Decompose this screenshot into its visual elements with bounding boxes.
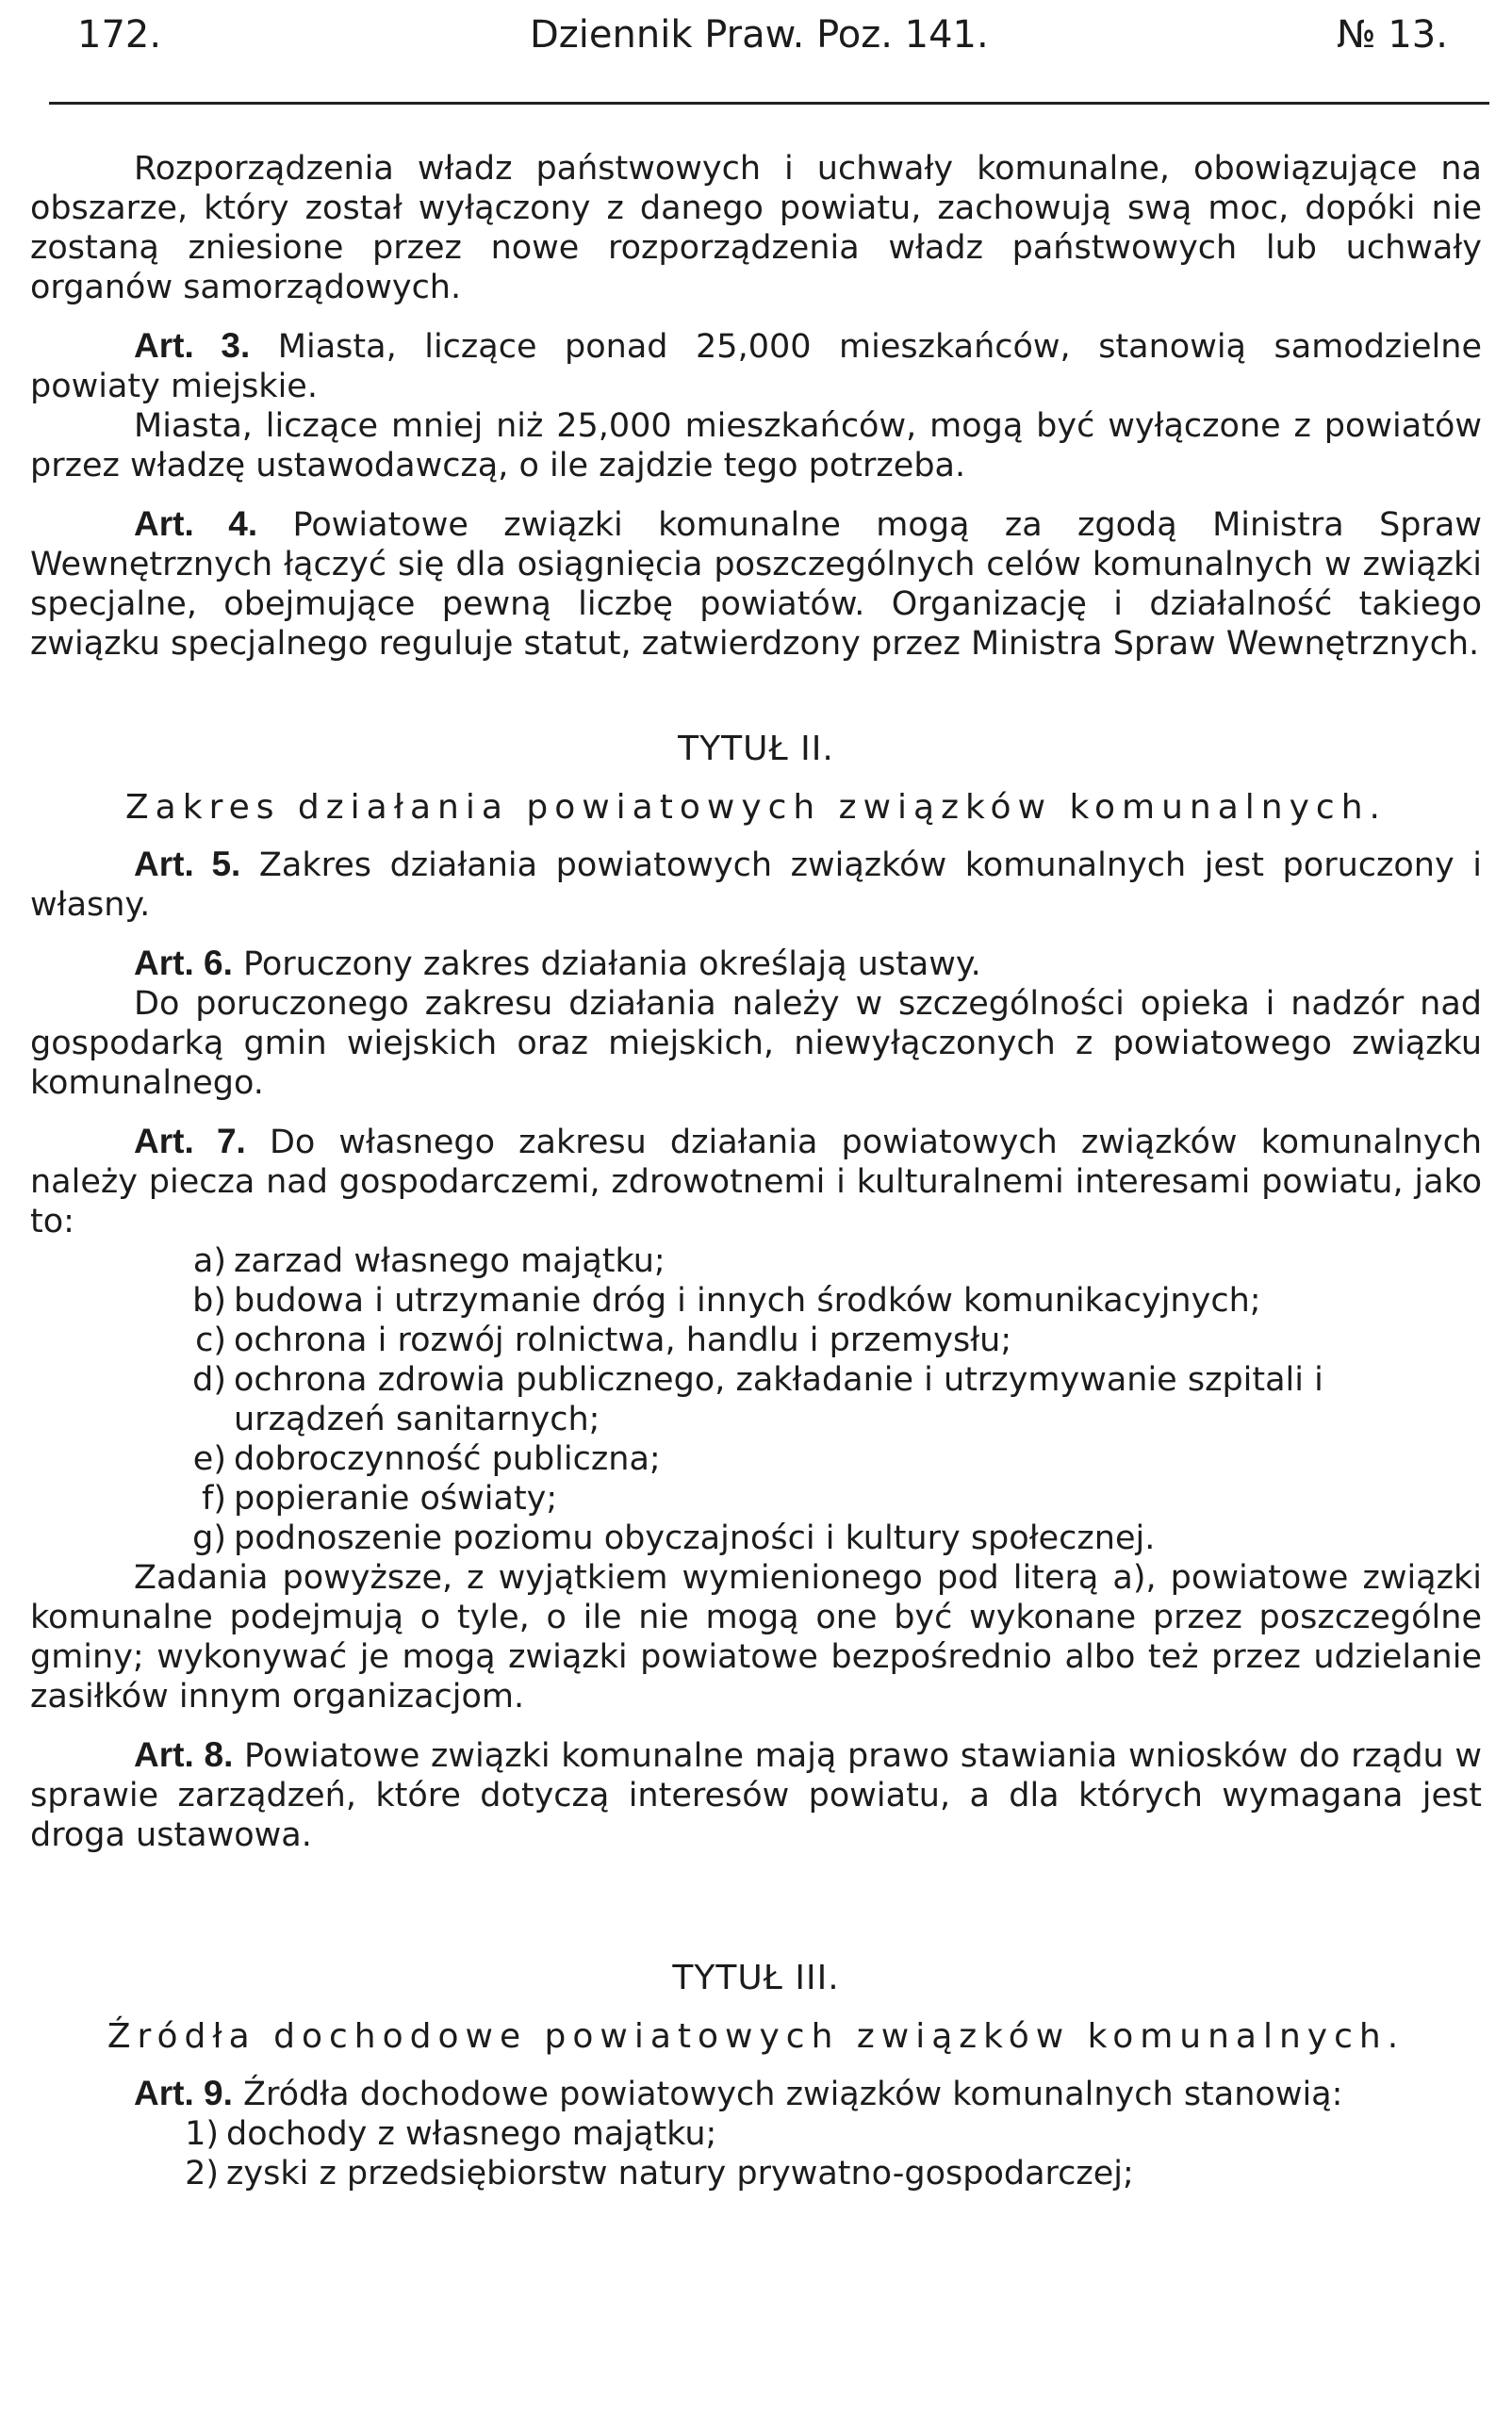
list-item-letter: c) [195,1322,226,1359]
list-item-text: podnoszenie poziomu obyczajności i kultury społecznej. [234,1519,1156,1557]
list-item-text: ochrona zdrowia publicznego, zakładanie i utrzymywanie szpitali i urządzeń sanitarnych; [234,1361,1323,1438]
article-7-label: Art. 7. [134,1122,246,1160]
list-item-letter: f) [202,1480,226,1518]
issue-number: № 13. [1337,13,1448,57]
list-item [30,1360,1482,1439]
title-2-heading: TYTUŁ II. [678,730,834,768]
header-rule [49,102,1489,105]
article-9 [30,2074,1482,2114]
list-item-letter: d) [192,1361,226,1399]
article-7-closing: Zadania powyższe, z wyjątkiem wymienionego pod literą a), powiatowe związki komunalne podejmują o tyle, o ile nie mogą one być wykonane przez poszczególne gminy; wykonywać je mogą związki powiatowe bezpośrednio albo też przez udzielanie zasiłków innym organizacjom. [30,1559,1482,1716]
article-6-paragraph-2: Do poruczonego zakresu działania należy w szczególności opieka i nadzór nad gospodarką gmin wiejskich oraz miejskich, niewyłączonych z powiatowego związku komunalnego. [30,985,1482,1102]
title-3-heading: TYTUŁ III. [672,1959,840,1997]
article-8 [30,1735,1482,1855]
list-item-text: zarzad własnego majątku; [234,1242,666,1280]
list-item-number: 1) [185,2115,219,2153]
list-item [30,2154,1482,2193]
list-item [30,1241,1482,1281]
list-item-letter: g) [192,1519,226,1557]
article-4-text: Powiatowe związki komunalne mogą za zgodą Ministra Spraw Wewnętrznych łączyć się dla osiągnięcia poszczególnych celów komunalnych w związki specjalne, obejmujące pewną liczbę powiatów. Organizację i działalność takiego związku specjalnego reguluje statut, zatwierdzony przez Ministra Spraw Wewnętrznych. [30,506,1482,663]
list-item [30,1439,1482,1479]
document-body [30,149,1482,2193]
article-3-paragraph-2: Miasta, liczące mniej niż 25,000 mieszkańców, mogą być wyłączone z powiatów przez władzę ustawodawczą, o ile zajdzie tego potrzeba. [30,407,1482,484]
intro-paragraph: Rozporządzenia władz państwowych i uchwały komunalne, obowiązujące na obszarze, który został wyłączony z danego powiatu, zachowują swą moc, dopóki nie zostaną zniesione przez nowe rozporządzenia władz państwowych lub uchwały organów samorządowych. [30,150,1482,306]
journal-reference: Dziennik Praw. Poz. 141. [530,13,989,57]
article-7-list [30,1241,1482,1558]
article-3 [30,326,1482,406]
article-7 [30,1122,1482,1241]
article-5 [30,845,1482,925]
page-header [0,0,1512,75]
list-item-number: 2) [185,2155,219,2192]
article-8-label: Art. 8. [134,1735,234,1774]
article-9-list [30,2114,1482,2193]
article-3-text: Miasta, liczące ponad 25,000 mieszkańców, stanowią samodzielne powiaty miejskie. [30,328,1482,405]
list-item [30,1321,1482,1360]
article-4 [30,504,1482,664]
article-6-text: Poruczony zakres działania określają ustawy. [243,945,981,983]
page-number: 172. [77,13,162,57]
article-5-label: Art. 5. [134,845,241,883]
list-item [30,1479,1482,1519]
article-6 [30,944,1482,984]
list-item-text: dobroczynność publiczna; [234,1440,661,1478]
article-5-text: Zakres działania powiatowych związków komunalnych jest poruczony i własny. [30,846,1482,924]
list-item-text: ochrona i rozwój rolnictwa, handlu i przemysłu; [234,1322,1012,1359]
article-6-label: Art. 6. [134,944,233,982]
article-4-label: Art. 4. [134,504,258,543]
list-item-text: zyski z przedsiębiorstw natury prywatno-gospodarczej; [226,2155,1134,2192]
list-item [30,2114,1482,2154]
list-item-text: popieranie oświaty; [234,1480,558,1518]
list-item-letter: a) [192,1242,226,1280]
list-item-text: dochody z własnego majątku; [226,2115,717,2153]
article-8-text: Powiatowe związki komunalne mają prawo stawiania wniosków do rządu w sprawie zarządzeń, które dotyczą interesów powiatu, a dla których wymagana jest droga ustawowa. [30,1737,1483,1854]
list-item-letter: b) [192,1282,226,1320]
list-item-text: budowa i utrzymanie dróg i innych środków komunikacyjnych; [234,1282,1261,1320]
article-7-text: Do własnego zakresu działania powiatowych związków komunalnych należy piecza nad gospodarczemi, zdrowotnemi i kulturalnemi interesami powiatu, jako to: [30,1124,1483,1240]
title-3-subheading: Źródła dochodowe powiatowych związków komunalnych. [107,2017,1405,2056]
article-3-label: Art. 3. [134,326,251,365]
article-9-label: Art. 9. [134,2074,233,2112]
list-item-letter: e) [192,1440,226,1478]
title-2-subheading: Zakres działania powiatowych związków komunalnych. [125,788,1387,827]
list-item [30,1519,1482,1558]
list-item [30,1281,1482,1321]
article-9-text: Źródła dochodowe powiatowych związków komunalnych stanowią: [243,2076,1343,2113]
